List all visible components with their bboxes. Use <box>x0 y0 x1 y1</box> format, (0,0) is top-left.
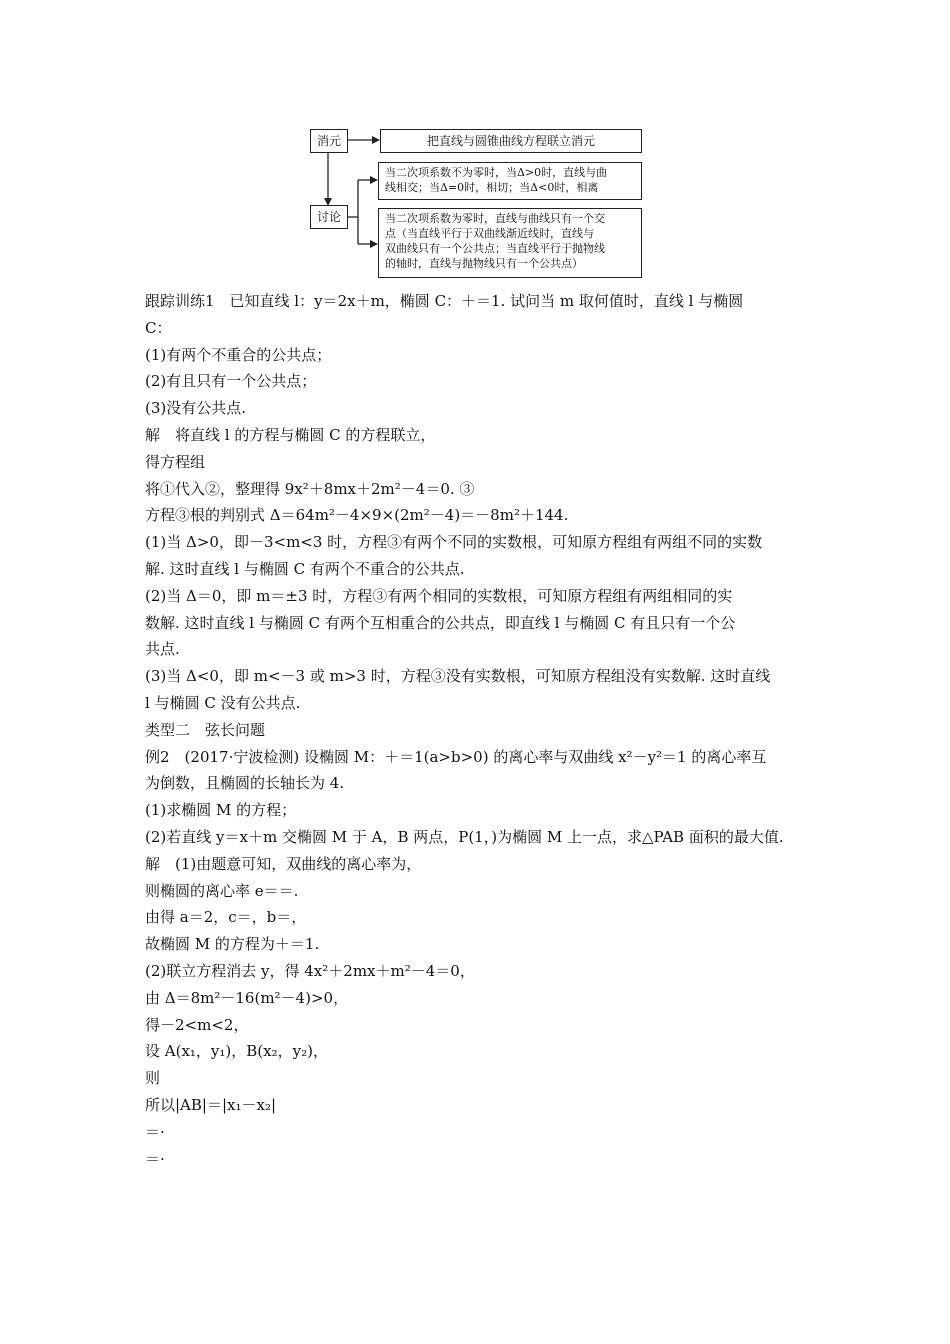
case-line: 点（当直线平行于双曲线渐近线时，直线与 <box>385 227 594 240</box>
text-line: 例2 (2017·宁波检测) 设椭圆 M：＋＝1(a>b>0) 的离心率与双曲线 x²－y²＝1 的离心率互 <box>145 747 767 766</box>
text-line: 将①代入②，整理得 9x²＋8mx＋2m²－4＝0. ③ <box>145 479 475 498</box>
text-line: C： <box>145 318 172 337</box>
text-line: 跟踪训练1 已知直线 l：y＝2x＋m，椭圆 C：＋＝1. 试问当 m 取何值时，直线 l 与椭圆 <box>145 292 744 310</box>
text-line: (2)当 Δ＝0，即 m＝±3 时，方程③有两个相同的实数根，可知原方程组有两组相同的实 <box>145 586 733 605</box>
text-line: (1)有两个不重合的公共点； <box>145 345 332 364</box>
text-line: l 与椭圆 C 没有公共点. <box>145 693 301 712</box>
eliminate-box: 消元 <box>310 129 348 153</box>
text-line: 解 将直线 l 的方程与椭圆 C 的方程联立， <box>145 425 436 444</box>
text-line: 解 (1)由题意可知，双曲线的离心率为， <box>145 854 422 873</box>
text-line: (1)当 Δ>0，即－3<m<3 时，方程③有两个不同的实数根，可知原方程组有两组不同的实数 <box>145 533 763 552</box>
case-line: 当二次项系数不为零时，当Δ>0时，直线与曲 <box>385 166 608 179</box>
document-body <box>145 288 825 1172</box>
section-heading: 类型二 弦长问题 <box>145 720 266 739</box>
text-line: 则 <box>145 1069 161 1088</box>
text-line: 设 A(x₁，y₁)，B(x₂，y₂)， <box>145 1042 328 1061</box>
text-line: 数解. 这时直线 l 与椭圆 C 有两个互相重合的公共点，即直线 l 与椭圆 C 有且只有一个公 <box>145 613 736 632</box>
eliminate-description-box: 把直线与圆锥曲线方程联立消元 <box>380 129 642 153</box>
text-line: 得－2<m<2， <box>145 1015 249 1034</box>
case-line: 双曲线只有一个公共点；当直线平行于抛物线 <box>385 242 605 255</box>
discuss-box: 讨论 <box>310 205 348 229</box>
case-line: 线相交；当Δ=0时，相切；当Δ<0时，相离 <box>385 181 599 194</box>
text-line: ＝· <box>145 1149 165 1168</box>
text-line: 方程③根的判别式 Δ＝64m²－4×9×(2m²－4)＝－8m²＋144. <box>145 506 569 525</box>
zero-coefficient-case-box <box>378 208 642 278</box>
text-line: 由 Δ＝8m²－16(m²－4)>0， <box>145 988 349 1007</box>
text-line: 所以|AB|＝|x₁－x₂| <box>145 1095 277 1114</box>
text-line: 故椭圆 M 的方程为＋＝1. <box>145 935 320 954</box>
text-line: (3)没有公共点. <box>145 399 247 418</box>
text-line: (2)若直线 y＝x＋m 交椭圆 M 于 A，B 两点，P(1，)为椭圆 M 上一点，求△PAB 面积的最大值. <box>145 827 784 846</box>
text-line: (2)有且只有一个公共点； <box>145 372 317 391</box>
text-line: ＝· <box>145 1122 165 1141</box>
text-line: (1)求椭圆 M 的方程； <box>145 801 297 820</box>
text-line: 解. 这时直线 l 与椭圆 C 有两个不重合的公共点. <box>145 559 465 578</box>
case-line: 当二次项系数为零时，直线与曲线只有一个交 <box>385 212 605 225</box>
case-line: 的轴时，直线与抛物线只有一个公共点） <box>385 257 583 270</box>
text-line: 由得 a＝2，c＝，b＝， <box>145 908 307 927</box>
text-line: 为倒数，且椭圆的长轴长为 4. <box>145 774 345 793</box>
text-line: 共点. <box>145 640 180 659</box>
text-line: (3)当 Δ<0，即 m<－3 或 m>3 时，方程③没有实数根，可知原方程组没有实数解. 这时直线 <box>145 667 771 686</box>
nonzero-coefficient-case-box <box>378 162 642 200</box>
flowchart <box>300 122 650 282</box>
text-line: (2)联立方程消去 y，得 4x²＋2mx＋m²－4＝0， <box>145 961 475 980</box>
text-line: 得方程组 <box>145 452 206 471</box>
text-line: 则椭圆的离心率 e＝＝. <box>145 881 299 900</box>
